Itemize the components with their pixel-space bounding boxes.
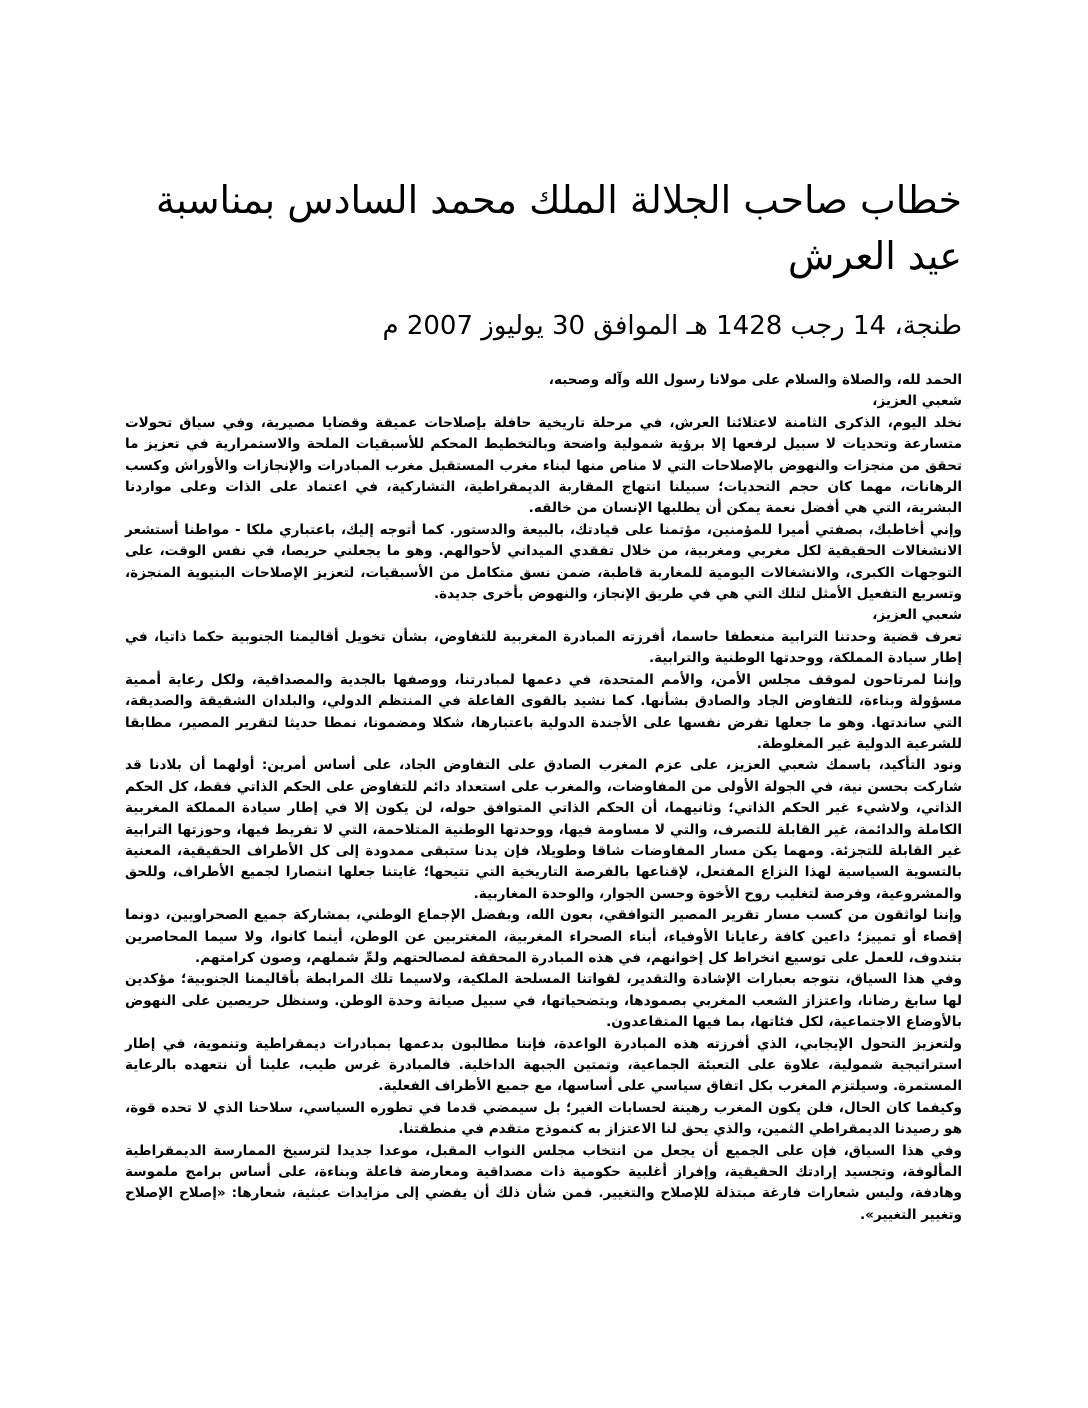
paragraph-democracy: وكيفما كان الحال، فلن يكون المغرب رهينة لحسابات الغير؛ بل سيمضي قدما في تطوره السياسي، سلاحنا الذي لا تحده قوة، هو رصيدنا الديمقراطي الثمين، والذي يحق لنا الاعتزاز به كنموذج متقدم في منطقتنا. bbox=[125, 1099, 962, 1138]
document-page bbox=[125, 0, 962, 1408]
paragraph-armed-forces: وفي هذا السياق، نتوجه بعبارات الإشادة والتقدير، لقواتنا المسلحة الملكية، ولاسيما تلك المرابطة بأقاليمنا الجنوبية؛ مؤكدين لها سابغ رضانا، واعتزاز الشعب المغربي بصمودها، وبتضحياتها، في سبيل صيانة وحدة الوطن. وسنظل حريصين على النهوض بالأوضاع الاجتماعية، لكل فئاتها، بما فيها المتقاعدون. bbox=[125, 971, 962, 1031]
paragraph-positive-transformation: ولتعزيز التحول الإيجابي، الذي أفرزته هذه المبادرة الواعدة، فإننا مطالبون بدعمها بمبادرات ديمقراطية وتنموية، في إطار استراتيجية شمولية، علاوة على التعبئة الجماعية، وتمتين الجبهة الداخلية. فالمبادرة غرس طيب، علينا أن نتعهده بالرعاية المستمرة. وسيلتزم المغرب بكل اتفاق سياسي على أساسها، مع جميع الأطراف الفعلية. bbox=[125, 1035, 962, 1095]
paragraph-un-support: وإننا لمرتاحون لموقف مجلس الأمن، والأمم المتحدة، في دعمها لمبادرتنا، ووصفها بالجدية والمصداقية، ولكل رعاية أممية مسؤولة وبناءة، للتفاوض الجاد والصادق بشأنها. كما نشيد بالقوى الفاعلة في المنتظم الدولي، والبلدان الشقيقة والصديقة، التي ساندتها. وهو ما جعلها تفرض نفسها على الأجندة الدولية باعتبارها، شكلا ومضمونا، نمطا حديثا لتقرير المصير، مطابقا للشرعية الدولية غير المغلوطة. bbox=[125, 671, 962, 752]
paragraph-salutation: شعبي العزيز، bbox=[872, 607, 962, 624]
paragraph-self-determination: وإننا لواثقون من كسب مسار تقرير المصير التوافقي، بعون الله، وبفضل الإجماع الوطني، بمشاركة جميع الصحراويين، دونما إقصاء أو تمييز؛ داعين كافة رعايانا الأوفياء، أبناء الصحراء المغربية، المغتربين عن الوطن، أينما كانوا، ولا سيما المحاصرين بتندوف، للعمل على توسيع انخراط كل إخوانهم، في هذه المبادرة المحققة لمصالحتهم ولمِّ شملهم، وصون كرامتهم. bbox=[125, 907, 962, 966]
paragraph-address: وإني أخاطبك، بصفتي أميرا للمؤمنين، مؤتمنا على قيادتك، بالبيعة والدستور. كما أتوجه إليك، باعتباري ملكا - مواطنا أستشعر الانشغالات الحقيقية لكل مغربي ومغربية، من خلال تفقدي الميداني لأحوالهم. وهو ما يجعلني حريصا، في نفس الوقت، على التوجهات الكبرى، والانشغالات اليومية للمغاربة قاطبة، ضمن نسق متكامل من الأسبقيات، لتعزيز الإصلاحات البنيوية المنجزة، وتسريع التفعيل الأمثل لتلك التي هي في طريق الإنجاز، والنهوض بأخرى جديدة. bbox=[125, 521, 962, 603]
speech-body bbox=[125, 370, 962, 1226]
paragraph-anniversary: نخلد اليوم، الذكرى الثامنة لاعتلائنا العرش، في مرحلة تاريخية حافلة بإصلاحات عميقة وقضايا مصيرية، وفي سياق تحولات متسارعة وتحديات لا سبيل لرفعها إلا برؤية شمولية واضحة وبالتخطيط المحكم للأسبقيات الملحة والاستمرارية في تعزيز ما تحقق من منجزات والنهوض بالإصلاحات التي لا مناص منها لبناء مغرب المستقبل مغرب المبادرات والإنجازات والأوراش وكسب الرهانات، مهما كان حجم التحديات؛ سبيلنا انتهاج المقاربة الديمقراطية، التشاركية، في اعتماد على الذات وعلى مواردنا البشرية، التي هي أفضل نعمة يمكن أن يطلبها الإنسان من خالقه. bbox=[125, 414, 962, 517]
paragraph-territorial-unity: تعرف قضية وحدتنا الترابية منعطفا حاسما، أفرزته المبادرة المغربية للتفاوض، بشأن تخويل أقاليمنا الجنوبية حكما ذاتيا، في إطار سيادة المملكة، ووحدتها الوطنية والترابية. bbox=[125, 628, 962, 667]
paragraph-opening-greeting: الحمد لله، والصلاة والسلام على مولانا رسول الله وآله وصحبه، bbox=[548, 372, 962, 388]
date-subtitle: طنجة، 14 رجب 1428 هـ الموافق 30 يوليوز 2007 م bbox=[382, 311, 962, 341]
paragraph-salutation: شعبي العزيز، bbox=[872, 393, 962, 410]
paragraph-negotiation: ونود التأكيد، باسمك شعبي العزيز، على عزم المغرب الصادق على التفاوض الجاد، على أساس أمرين: أولهما أن بلادنا قد شاركت بحسن نية، في الجولة الأولى من المفاوضات، والمغرب على استعداد دائم للتفاوض على الحكم الذاتي فقط، كل الحكم الذاتي، ولاشيء غير الحكم الذاتي؛ وثانيهما، أن الحكم الذاتي المتوافق حوله، لن يكون إلا في إطار سيادة المملكة المغربية الكاملة والدائمة، غير القابلة للتصرف، والتي لا مساومة فيها، ووحدتها الوطنية المتلاحمة، التي لا تفريط فيها، وحوزتها الترابية غير القابلة للتجزئة. ومهما يكن مسار المفاوضات شاقا وطويلا، فإن يدنا ستبقى ممدودة إلى كل الأطراف الحقيقية، المعنية بالتسوية السياسية لهذا النزاع المفتعل، لإقناعها بالفرصة التاريخية التي تتيحها؛ غايتنا جعلها انتصارا لجميع الأطراف، وللحق والمشروعية، وفرصة لتغليب روح الأخوة وحسن الجوار، والوحدة المغاربية. bbox=[125, 757, 962, 902]
paragraph-elections: وفي هذا السياق، فإن على الجميع أن يجعل من انتخاب مجلس النواب المقبل، موعدا جديدا لترسيخ الممارسة الديمقراطية المألوفة، وتجسيد إرادتك الحقيقية، وإفراز أغلبية حكومية ذات مصداقية ومعارضة فاعلة وبناءة، على أساس برامج ملموسة وهادفة، وليس شعارات فارغة مبتذلة للإصلاح والتغيير. فمن شأن ذلك أن يفضي إلى مزايدات عبثية، شعارها: «إصلاح الإصلاح وتغيير التغيير». bbox=[125, 1142, 962, 1223]
page-title: خطاب صاحب الجلالة الملك محمد السادس بمناسبة عيد العرش bbox=[155, 178, 962, 278]
